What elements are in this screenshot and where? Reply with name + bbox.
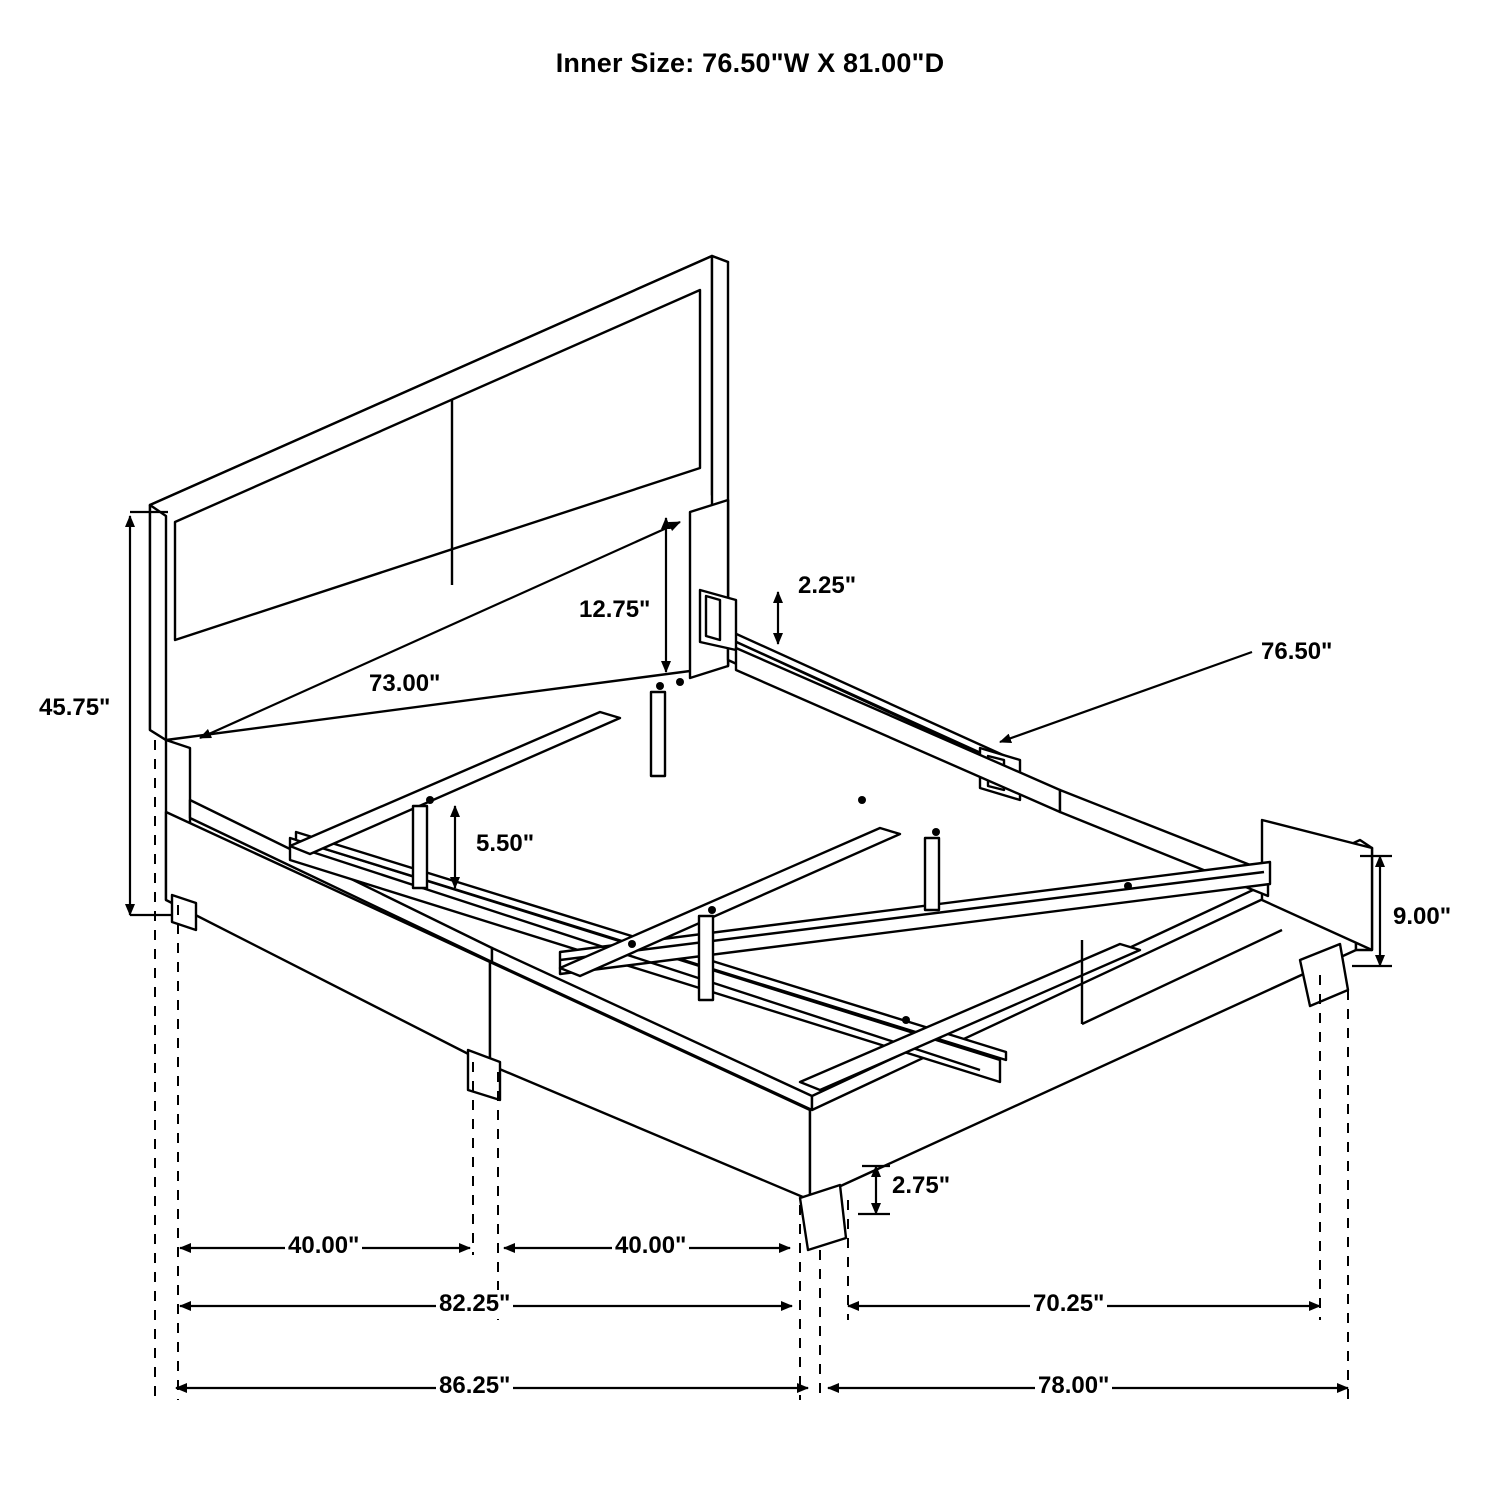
page-title: Inner Size: 76.50"W X 81.00"D <box>555 48 945 78</box>
dim-label-40-00-left: 40.00" <box>285 1232 362 1259</box>
dim-label-78-00: 78.00" <box>1035 1372 1112 1399</box>
dim-label-2-25: 2.25" <box>795 572 859 599</box>
dim-label-12-75: 12.75" <box>576 596 653 623</box>
dim-label-73-00: 73.00" <box>366 670 443 697</box>
dim-label-86-25: 86.25" <box>436 1372 513 1399</box>
dim-label-82-25: 82.25" <box>436 1290 513 1317</box>
dim-label-70-25: 70.25" <box>1030 1290 1107 1317</box>
dim-label-40-00-right: 40.00" <box>612 1232 689 1259</box>
dim-label-76-50: 76.50" <box>1258 638 1335 665</box>
dim-label-9-00: 9.00" <box>1390 903 1454 930</box>
dim-label-5-50: 5.50" <box>473 830 537 857</box>
dim-label-45-75: 45.75" <box>36 694 113 721</box>
dim-label-2-75: 2.75" <box>889 1172 953 1199</box>
